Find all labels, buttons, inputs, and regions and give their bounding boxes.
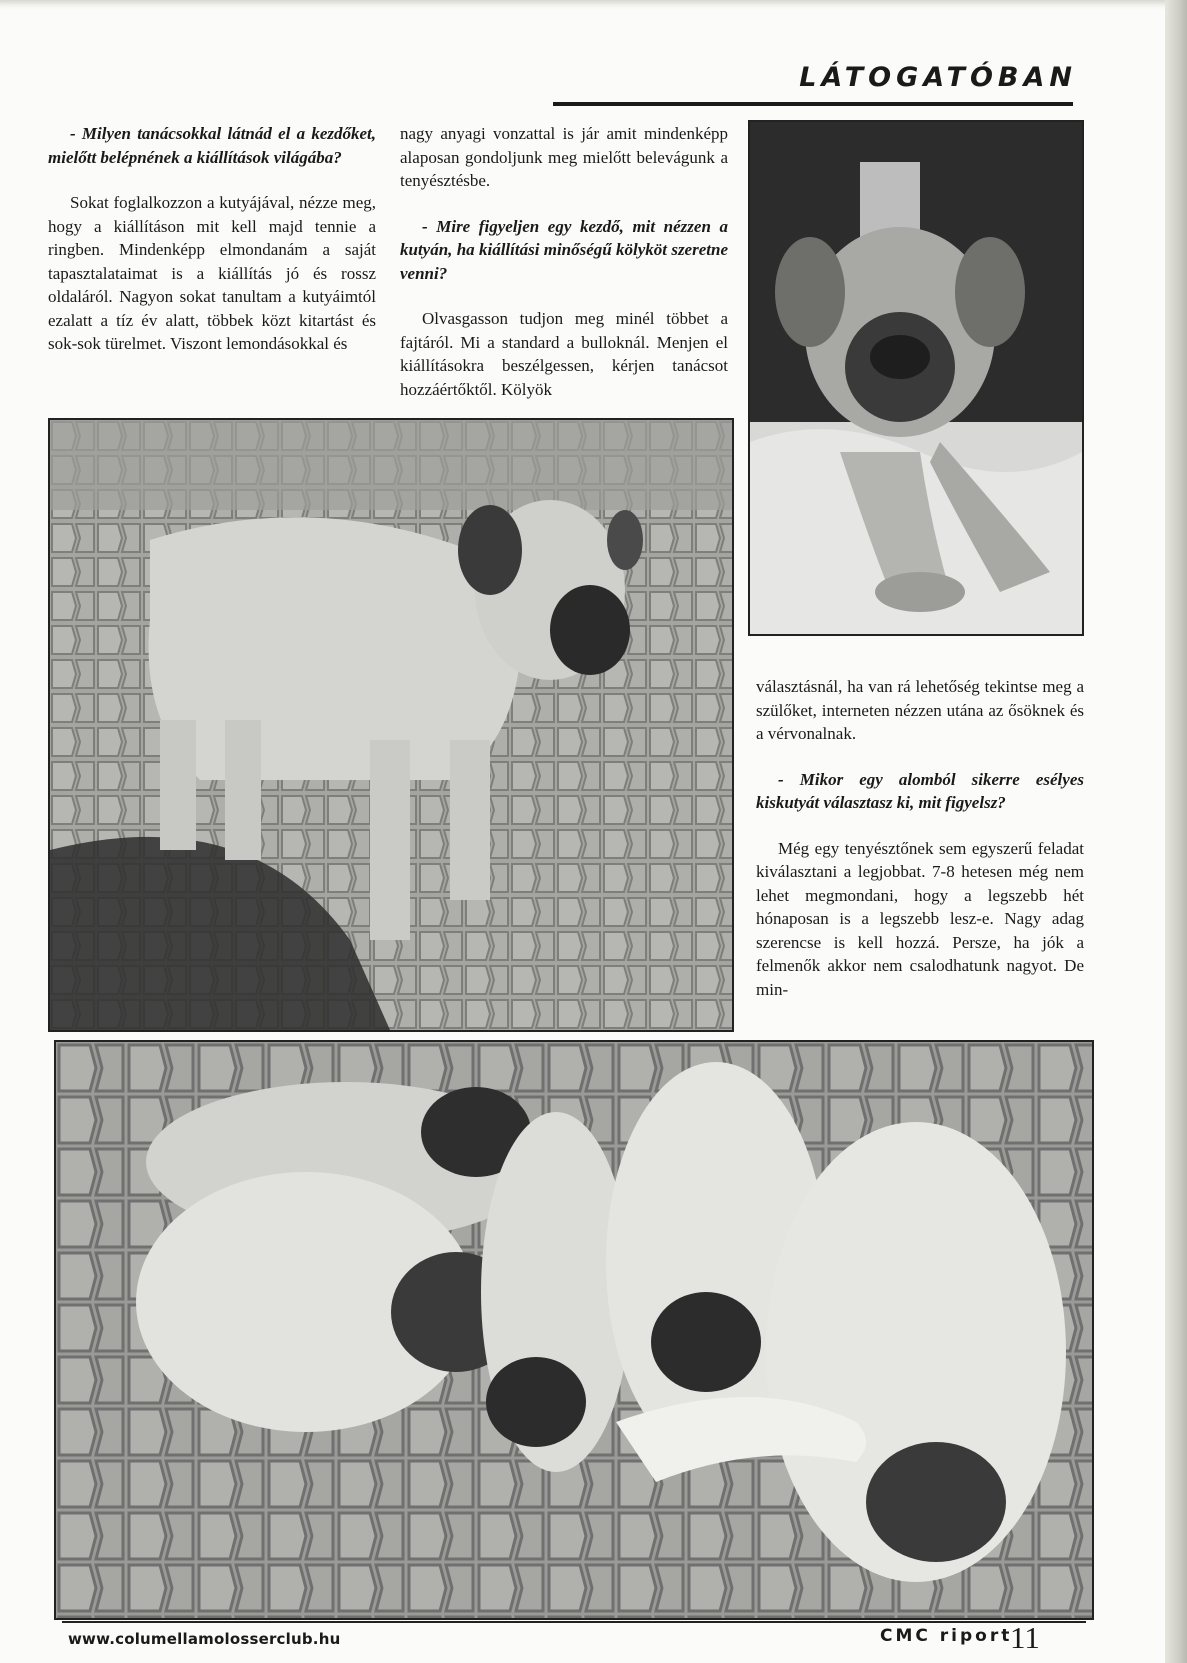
answer-2: Olvasgasson tudjon meg minél többet a fajtáról. Mi a standard a bulloknál. Menjen el kiállításokra beszélgessen, kérjen tanácsot hozzáértőktől. Kölyök [400,309,728,399]
column-3 [756,675,1084,1001]
question-2: - Mire figyeljen egy kezdő, mit nézzen a kutyán, ha kiállítási minőségű kölyköt szeretne venni? [400,216,728,283]
magazine-name: CMC riport [880,1626,1013,1646]
answer-3: Még egy tenyésztőnek sem egyszerű feladat kiválasztani a legjobbat. 7-8 hetesen még nem lehet megmondani, hogy a legszebb hét hónaposan is a legszebb lesz-e. Nagy adag szerencse is kell hozzá. Persze, ha jók a felmenők akkor nem csalodhatunk nagyot. De min- [756,838,1084,999]
photo-sleeping-puppies [54,1040,1094,1620]
answer-1-continued: nagy anyagi vonzattal is jár amit mindenképp alaposan gondoljunk meg mielőtt belevágunk a tenyésztésbe. [400,124,728,190]
footer-rule [62,1621,1086,1623]
column-1 [48,122,376,356]
footer-url: www.columellamolosserclub.hu [68,1630,341,1648]
column-2 [400,122,728,401]
answer-1: Sokat foglalkozzon a kutyájával, nézze meg, hogy a kiállításon mit kell majd tennie a ringben. Mindenképp elmondanám a saját tapasztalataimat is a kiállítás jó és rossz oldaláról. Nagyon sokat tanultam a kutyáimtól ezalatt a tíz év alatt, többek közt kitartást és sok-sok türelmet. Viszont lemondásokkal és [48,193,376,353]
section-title: LÁTOGATÓBAN [799,62,1077,93]
answer-2-continued: választásnál, ha van rá lehetőség tekintse meg a szülőket, interneten nézzen utána az ősöknek és a vérvonalnak. [756,677,1084,743]
page-number: 11 [1010,1620,1040,1655]
title-rule [553,102,1073,106]
question-1: - Milyen tanácsokkal látnád el a kezdőket, mielőtt belépnének a kiállítások világába? [48,124,376,167]
page-edge [1165,0,1187,1663]
photo-standing-dog [48,418,734,1032]
photo-lying-dog [748,120,1084,636]
question-3: - Mikor egy alomból sikerre esélyes kiskutyát választasz ki, mit figyelsz? [756,769,1084,812]
